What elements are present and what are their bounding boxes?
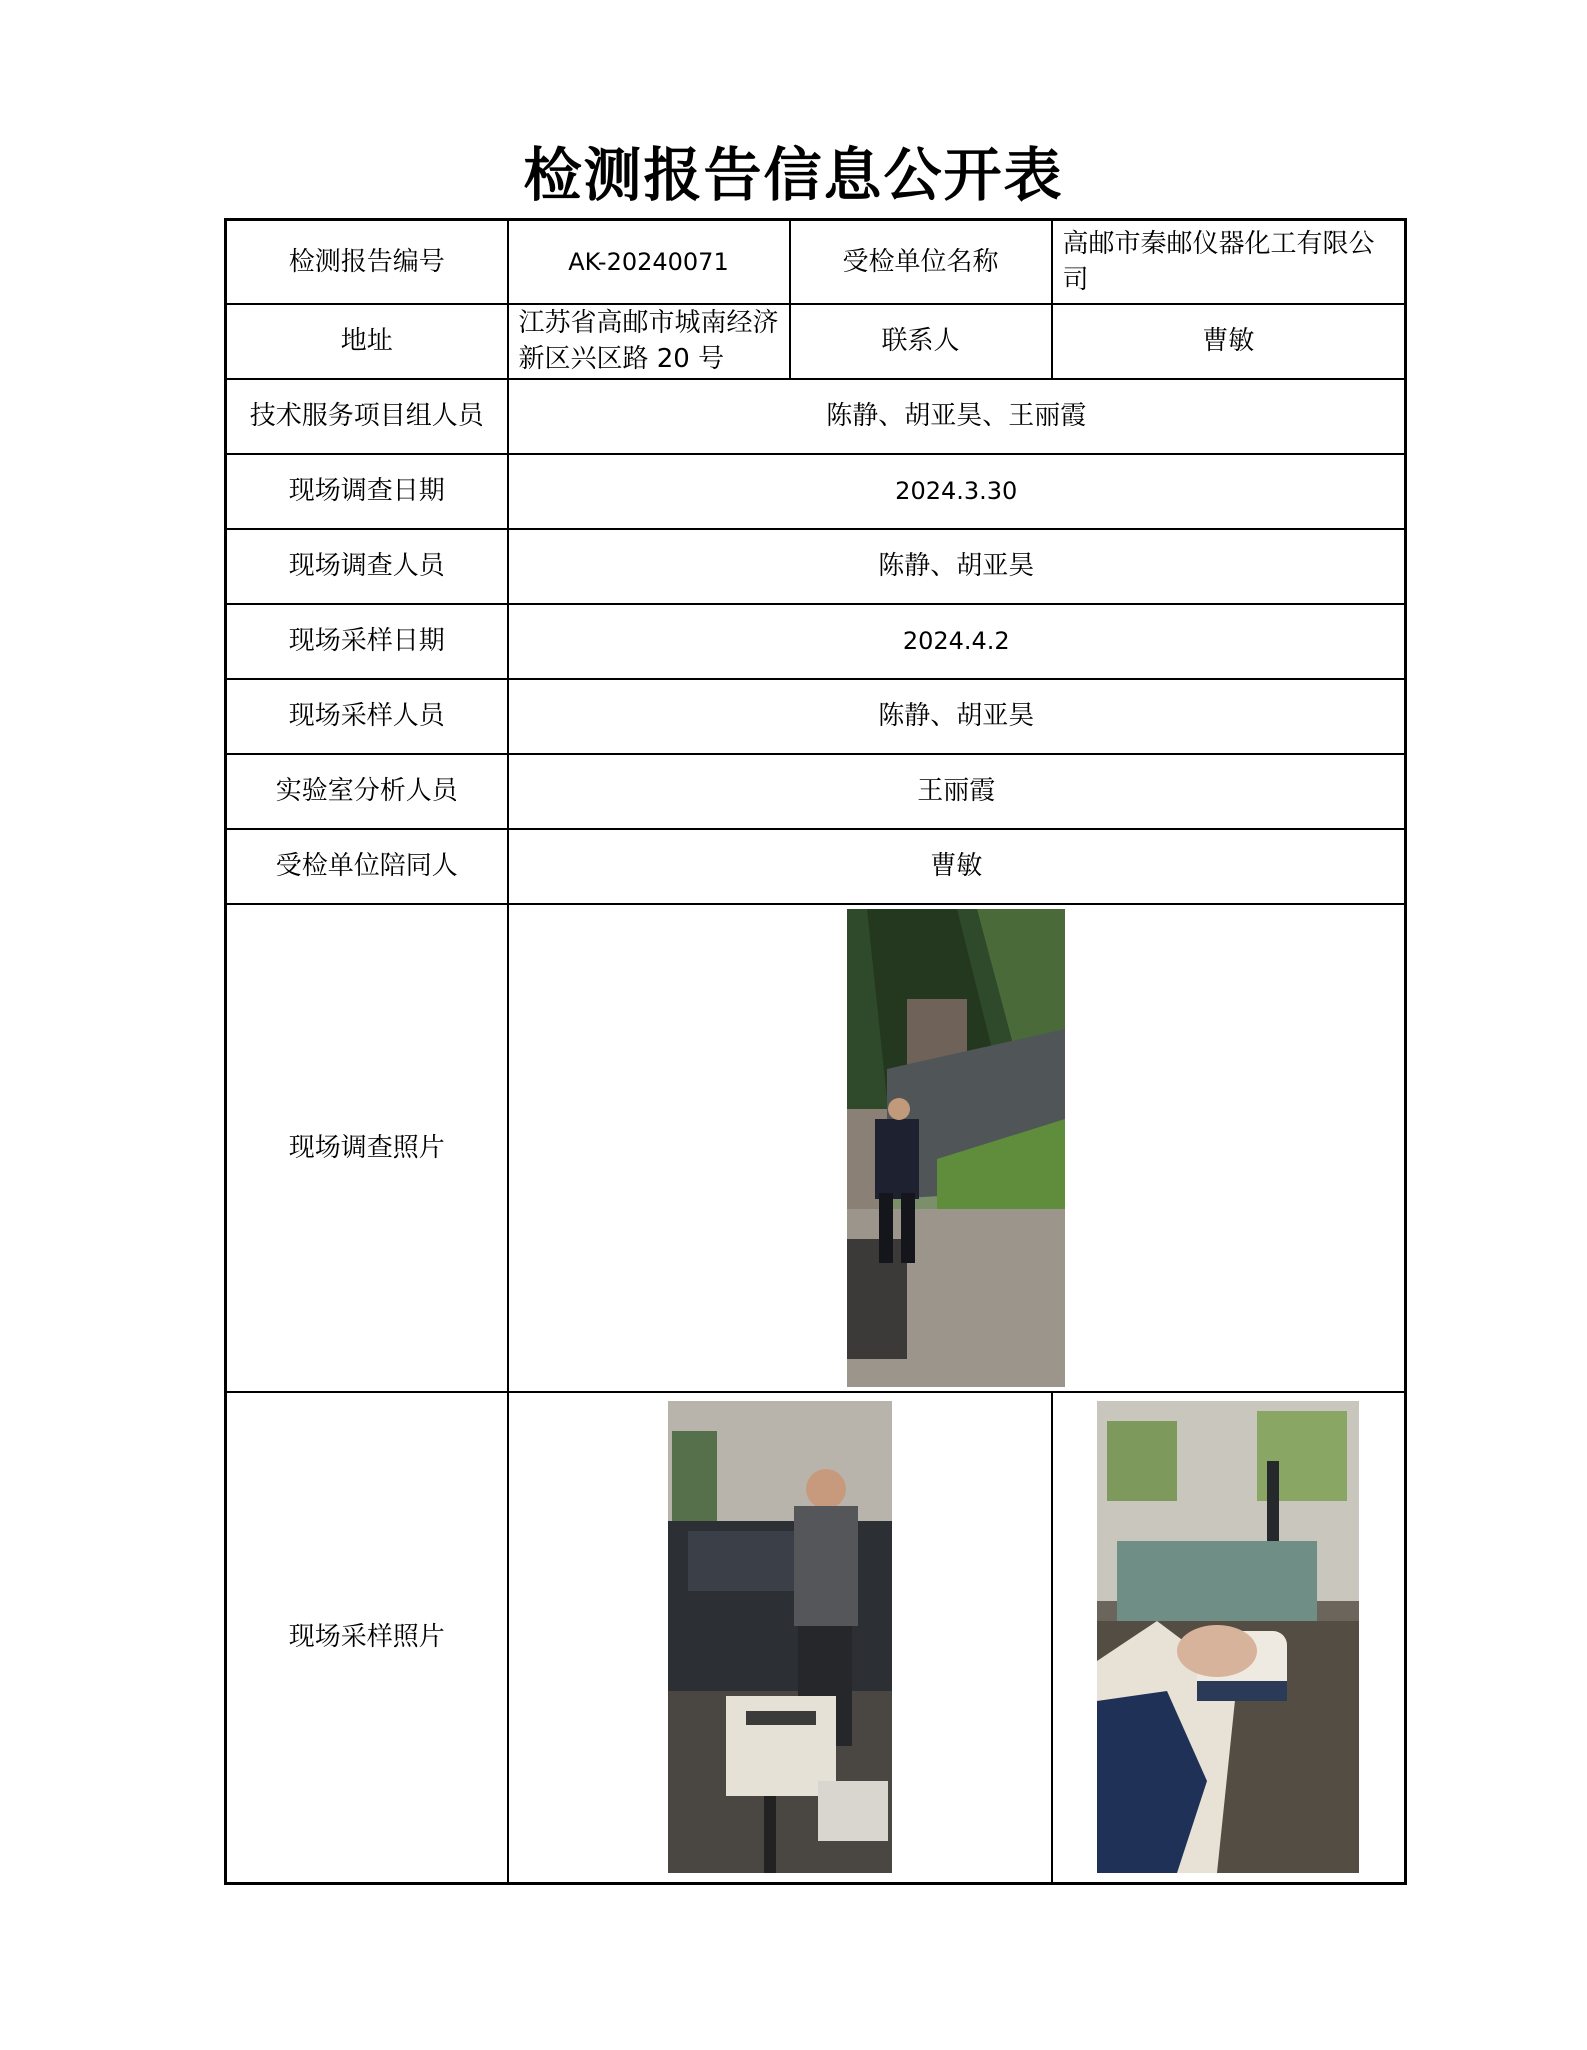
sampling-photo-label: 现场采样照片	[226, 1392, 508, 1884]
sampling-photo-cell-1	[508, 1392, 1052, 1884]
sampling-date-label: 现场采样日期	[226, 604, 508, 679]
sampling-date-value: 2024.4.2	[508, 604, 1406, 679]
escort-label: 受检单位陪同人	[226, 829, 508, 904]
sampling-photo-1	[668, 1401, 892, 1873]
escort-value: 曹敏	[508, 829, 1406, 904]
survey-photo-cell	[508, 904, 1406, 1392]
contact-label: 联系人	[790, 304, 1052, 379]
survey-staff-value: 陈静、胡亚昊	[508, 529, 1406, 604]
survey-staff-label: 现场调查人员	[226, 529, 508, 604]
lab-staff-value: 王丽霞	[508, 754, 1406, 829]
team-label: 技术服务项目组人员	[226, 379, 508, 454]
report-info-table	[224, 218, 1407, 1885]
address-value: 江苏省高邮市城南经济新区兴区路 20 号	[508, 304, 790, 379]
contact-value: 曹敏	[1052, 304, 1406, 379]
unit-name-label: 受检单位名称	[790, 220, 1052, 304]
sampling-photo-cell-2	[1052, 1392, 1406, 1884]
survey-photo	[847, 909, 1065, 1387]
team-value: 陈静、胡亚昊、王丽霞	[508, 379, 1406, 454]
page-title: 检测报告信息公开表	[523, 141, 1064, 209]
address-label: 地址	[226, 304, 508, 379]
sampling-photo-2	[1097, 1401, 1359, 1873]
sampling-staff-value: 陈静、胡亚昊	[508, 679, 1406, 754]
survey-photo-label: 现场调查照片	[226, 904, 508, 1392]
unit-name-value: 高邮市秦邮仪器化工有限公司	[1052, 220, 1406, 304]
survey-date-value: 2024.3.30	[508, 454, 1406, 529]
sampling-staff-label: 现场采样人员	[226, 679, 508, 754]
lab-staff-label: 实验室分析人员	[226, 754, 508, 829]
survey-date-label: 现场调查日期	[226, 454, 508, 529]
report-no-label: 检测报告编号	[226, 220, 508, 304]
report-no-value: AK-20240071	[508, 220, 790, 304]
